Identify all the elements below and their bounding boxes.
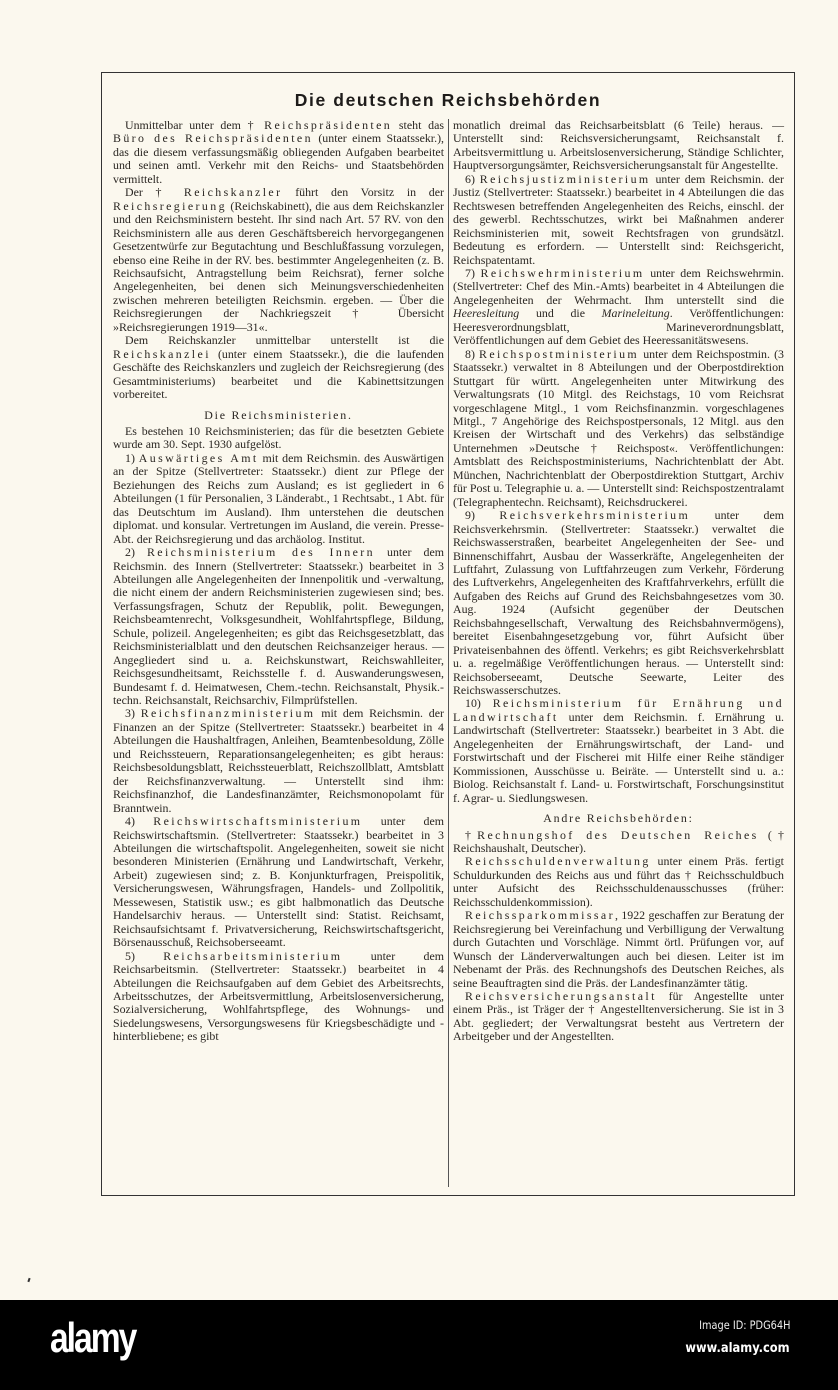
paragraph — [113, 452, 444, 546]
spaced-term: Reichskanzlei — [113, 346, 211, 361]
text-run: (Reichskabinett), die aus dem Reichskanzler und den Reichsministern besteht. Ihr sind nach Art. 57 RV. von den Reichsministern alle aus deren Geschäftsbereich hervorgegangenen Gesetzentwürfe zur Begutachtung und Beschlußfassung vorzulegen, ebenso eine Reihe in der RV. bes. bestimmter Angelegenheiten (z. B. Reichsaufsicht, Antragstellung beim Reichsrat), ferner solche Angelegenheiten, bei denen sich Meinungsverschiedenheiten zwischen mehreren beteiligten Reichsmin. ergeben. — Über die Reichsregierungen der Nachkriegszeit † Übersicht »Reichsregierungen 1919—31«. — [113, 198, 444, 334]
spaced-term: Reichswirtschaftsministerium — [153, 814, 363, 829]
text-run: unter dem Reichswirtschaftsmin. (Stellvertreter: Staatssekr.) bearbeitet in 3 Abteilungen die wirtschaftspolit. Angelegenheiten, soweit sie nicht besonderen Ministerien (Ernährung und Landwirtschaft, Verkehr, Arbeit) zugewiesen sind; z. B. Konjunkturfragen, Preispolitik, Versicherungswesen, Währungsfragen, Handels- und Zollpolitik, Messewesen, Statistik usw.; es gibt halbmonatlich das Deutsche Handelsarchiv heraus. — Unterstellt sind: Statist. Reichsamt, Reichsaufsichtsamt f. Privatversicherung, Reichswirtschaftsgericht, Börsenausschuß, Reichsoberseeamt. — [113, 814, 444, 950]
spaced-term: Reichsschuldenverwaltung — [465, 854, 651, 869]
text-run: 4) — [125, 814, 154, 829]
italic-term: Heeresleitung — [453, 306, 520, 321]
text-run: 9) — [465, 508, 500, 523]
document-frame — [101, 72, 795, 1196]
paragraph — [113, 815, 444, 950]
spaced-term: Reichssparkommissar — [465, 908, 615, 923]
text-run: Die Reichsministerien. — [204, 407, 353, 422]
spaced-term: Reichsfinanzministerium — [140, 706, 316, 721]
text-run: Der † — [125, 185, 184, 200]
left-column — [113, 119, 444, 1044]
text-run: 8) — [465, 346, 480, 361]
text-run: 7) — [465, 265, 481, 280]
spaced-term: Reichsministerium des Innern — [146, 545, 375, 560]
spaced-term: Reichskanzler — [183, 185, 283, 200]
image-id: Image ID: PDG64H — [698, 1318, 790, 1332]
text-run: unter dem Reichsverkehrsmin. (Stellvertreter: Staatssekr.) verwaltet die Reichswasserstraßen, bearbeitet Angelegenheiten der See- und Binnenschiffahrt, Ausbau der Wasserkräfte, Angelegenheiten der Luftfahrt, Zulassung von Luftfahrzeugen zum Verkehr, Förderung des Luftverkehrs, Angelegenheiten des Kraftfahrverkehrs, erfüllt die Aufgaben des Reichs auf Grund des Reichsbahngesetzes vom 30. Aug. 1924 (Aufsicht gegenüber der Deutschen Reichsbahngesellschaft, Verwaltung des Reichsbahnvermögens), bereitet Eisenbahngesetzgebung vor, führt Aufsicht über Privateisenbahnen des öffentl. Verkehrs; es gibt Reichsverkehrsblatt u. a. regelmäßige Veröffentlichungen heraus. — Unterstellt sind: Reichsoberseeamt, Deutsche Seewarte, Leiter des Reichswasserschutzes. — [453, 508, 784, 698]
spaced-term: Reichsjustizministerium — [479, 171, 651, 186]
text-run: unter dem Reichswehrmin. (Stellvertreter: Chef des Min.-Amts) bearbeitet in 4 Abteilungen die Angelegenheiten der Wehrmacht. Ihm unterstellt sind die — [453, 265, 784, 307]
text-run: und die — [519, 306, 602, 321]
spaced-term: Reichsversicherungsanstalt — [465, 989, 657, 1003]
text-run: steht das — [392, 118, 444, 132]
text-run: unter dem Reichspostmin. (3 Staatssekr.) verwaltet in 8 Abteilungen und der Oberpostdirektion Stuttgart für württ. Angelegenheiten unter Mitwirkung des Verwaltungsrats (10 Mitgl. des Reichstags, 10 vom Reichsrat vorgeschlagene Mitgl., 1 vom Reichsfinanzmin. vorgeschlagenes Mitgl., 7 Angehörige des Reichspostpersonals, 12 Mitgl. aus den Kreisen der Wirtschaft und des Verkehrs) das selbständige Unternehmen »Deutsche † Reichspost«. Veröffentlichungen: Amtsblatt des Reichspostministeriums, Nachrichtenblatt der Abt. München, Nachrichtenblatt der Oberpostdirektion Stuttgart, Archiv für Post u. Telegraphie u. a. — Unterstellt sind: Reichspostzentralamt (Telegraphentechn. Reichsamt), Reichsdruckerei. — [453, 346, 784, 509]
right-column — [453, 119, 784, 1044]
text-run: 2) — [125, 545, 147, 560]
text-run: monatlich dreimal das Reichsarbeitsblatt (6 Teile) heraus. — Unterstellt sind: Reichsversicherungsamt, Reichsanstalt f. Arbeitsvermittlung u. Arbeitslosenversicherung, Ständige Schlichter, Hauptversorgungsämter, Reichsversicherungsanstalt für Angestellte. — [453, 118, 784, 173]
text-run: 3) — [125, 706, 141, 721]
paragraph — [453, 697, 784, 805]
paragraph — [113, 546, 444, 707]
spaced-term: Reichspostministerium — [479, 346, 640, 361]
text-run: mit dem Reichsmin. des Auswärtigen an der Spitze (Stellvertreter: Staatssekr.) dient zur Pflege der Beziehungen des Reichs zum Ausland; es ist gegliedert in 6 Abteilungen (1 für Personalien, 3 Länderabt., 1 Rechtsabt., 1 Abt. für das Deutschtum im Ausland). Ihm unterstehen die deutschen diplomat. und konsular. Vertretungen im Ausland, die verein. Presse-Abt. der Reichsregierung und das archäolog. Institut. — [113, 450, 444, 546]
text-run: unter dem Reichsmin. des Innern (Stellvertreter: Staatssekr.) bearbeitet in 3 Abteilungen alle Angelegenheiten der Innenpolitik und -verwaltung, die nicht einem der andern Reichsministerien zugewiesen sind; bes. Verfassungsfragen, Schutz der Republik, polit. Bewegungen, Reichsbeamtenrecht, Volksgesundheit, Wohlfahrtspflege, Bildung, Schule, polizeil. Angelegenheiten; es gibt das Reichsgesetzblatt, das Reichsministerialblatt und den deutschen Reichsanzeiger heraus. — Angegliedert sind u. a. Reichskunstwart, Reichswahlleiter, Reichsgesundheitsamt, Reichsstelle f. d. Auswanderungswesen, Bundesamt f. d. Heimatwesen, Chem.-techn. Reichsanstalt, Physik.-techn. Reichsanstalt, Reichsarchiv, Filmprüfstellen. — [113, 545, 444, 708]
spaced-term: Auswärtiges Amt — [138, 450, 259, 465]
paragraph — [453, 990, 784, 1044]
text-run: Unmittelbar unter dem † — [125, 118, 265, 132]
text-run: † — [465, 827, 478, 842]
text-run: für Angestellte unter einem Präs., ist Träger der † Angestelltenversicherung. Sie ist in 3 Abt. gegliedert; der Verwaltungsrat besteht aus Vertretern der Arbeitgeber und der Angestellten. — [453, 989, 784, 1044]
spaced-term: Reichsregierung — [113, 198, 227, 213]
text-run: unter dem Reichsarbeitsmin. (Stellvertreter: Staatssekr.) bearbeitet in 4 Abteilungen die Reichsaufgaben auf dem Gebiet des Arbeitsrechts, Arbeitsschutzes, der Arbeitsvermittlung, Arbeitslosenversicherung, Sozialversicherung, Wohlfahrtspflege, des Wohnungs- und Siedelungswesens, Versorgungswesens für Kriegsbeschädigte und -hinterbliebene; es gibt — [113, 948, 444, 1044]
text-run: 5) — [125, 948, 164, 963]
site-url[interactable]: www.alamy.com — [685, 1340, 790, 1356]
text-run: . Veröffentlichungen: Heeresverordnungsblatt, Marineverordnungsblatt, Veröffentlichungen auf dem Gebiet des Heeressanitätswesens. — [453, 306, 784, 348]
text-run: Dem Reichskanzler unmittelbar unterstellt ist die — [125, 333, 444, 348]
spaced-term: Büro des Reichspräsidenten — [113, 131, 313, 146]
text-run: mit dem Reichsmin. der Finanzen an der Spitze (Stellvertreter: Staatssekr.) bearbeitet in 4 Abteilungen die Haushaltfragen, Anleihen, Beamtenbesoldung, Zölle und Reichssteuern, Reparationsangelegenheiten; es gibt heraus: Reichsbesoldungsblatt, Reichssteuerblatt, Reichszollblatt, Amtsblatt der Reichsfinanzverwaltung. — Unterstellt sind ihm: Reichsfinanzhof, die Landesfinanzämter, Reichsmonopolamt für Branntwein. — [113, 706, 444, 815]
alamy-logo: alamy — [50, 1314, 136, 1361]
spaced-term: Reichswehrministerium — [480, 265, 645, 280]
text-run: Es bestehen 10 Reichsministerien; das für die besetzten Gebiete wurde am 30. Sept. 1930 aufgelöst. — [113, 423, 444, 452]
paragraph — [453, 909, 784, 990]
text-run: unter dem Reichsmin. der Justiz (Stellvertreter: Staatssekr.) bearbeitet in 4 Abteilungen die das Rechtswesen betreffenden Angelegenheiten des Reichs, einschl. der des gewerbl. Rechtsschutzes, wirkt bei Maßnahmen anderer Reichsministerien mit, soweit Rechtsfragen von grundsätzl. Bedeutung es erfordern. — Unterstellt sind: Reichsgericht, Reichspatentamt. — [453, 171, 784, 267]
text-run: unter einem Präs. fertigt Schuldurkunden des Reichs aus und führt das † Reichsschuldbuch unter Aufsicht des Reichsschuldenausschusses (früher: Reichsschuldenkommission). — [453, 854, 784, 909]
text-run: führt den Vorsitz in der — [282, 185, 444, 200]
section-heading — [453, 812, 784, 825]
spaced-term: Reichspräsidenten — [264, 118, 393, 132]
text-run: unter dem Reichsmin. f. Ernährung u. Landwirtschaft (Stellvertreter: Staatssekr.) bearbeitet in 3 Abt. die Angelegenheiten der Ernährungswirtschaft, der Land- und Forstwirtschaft und der Fischerei mit Hilfe einer Reihe ständiger Kommissionen, Ausschüsse u. Beiräte. — Unterstellt sind u. a.: Biolog. Reichsanstalt f. Land- u. Forstwirtschaft, Forschungsinstitut f. Agrar- u. Siedlungswesen. — [453, 709, 784, 805]
paragraph — [453, 173, 784, 267]
column-divider — [448, 119, 449, 1187]
text-run: (unter einem Staatssekr.), das die diesem verfassungsmäßig obliegenden Aufgaben bearbeitet und seinen amtl. Verkehr mit den Reichs- und Staatsbehörden vermittelt. — [113, 131, 445, 186]
paragraph — [453, 348, 784, 509]
spaced-term: Reichsministerium für Ernährung und Landwirtschaft — [453, 696, 785, 724]
paragraph — [453, 119, 784, 173]
section-heading — [113, 409, 444, 422]
text-run: 10) — [465, 696, 493, 711]
page-title: Die deutschen Reichsbehörden — [294, 90, 602, 110]
text-run: , 1922 geschaffen zur Beratung der Reichsregierung bei Vereinfachung und Verbilligung der Verwaltung durch Gutachten und Vorschläge. Nimmt örtl. Prüfungen vor, auf Wunsch der Länderverwaltungen auch bei diesen. Leiter ist im Nebenamt der Präs. des Rechnungshofs des Deutschen Reiches, als seine Beauftragten sind die Präs. der Landesfinanzämter tätig. — [453, 908, 784, 990]
paragraph — [113, 950, 444, 1044]
text-run: 1) — [125, 450, 139, 465]
text-run: 6) — [465, 171, 480, 186]
paragraph — [113, 334, 444, 401]
watermark-footer — [0, 1300, 838, 1390]
paragraph — [453, 267, 784, 348]
ink-speck — [27, 1278, 30, 1282]
text-run: († Reichshaushalt, Deutscher). — [453, 827, 784, 856]
paragraph — [113, 707, 444, 815]
paragraph — [113, 186, 444, 334]
spaced-term: Rechnungshof des Deutschen Reiches — [477, 827, 759, 842]
paragraph — [113, 425, 444, 452]
spaced-term: Reichsverkehrsministerium — [499, 508, 691, 523]
paragraph — [453, 509, 784, 697]
spaced-term: Reichsarbeitsministerium — [163, 948, 343, 963]
paragraph — [113, 119, 444, 186]
text-run: (unter einem Staatssekr.), die die laufenden Geschäfte des Reichskanzlers und zugleich der Reichsregierung (des Gesamtministeriums) bearbeitet und die Kabinettsitzungen vorbereitet. — [113, 346, 444, 402]
paragraph — [453, 829, 784, 856]
text-run: Andre Reichsbehörden: — [543, 811, 694, 826]
paragraph — [453, 855, 784, 909]
italic-term: Marineleitung — [601, 306, 670, 321]
